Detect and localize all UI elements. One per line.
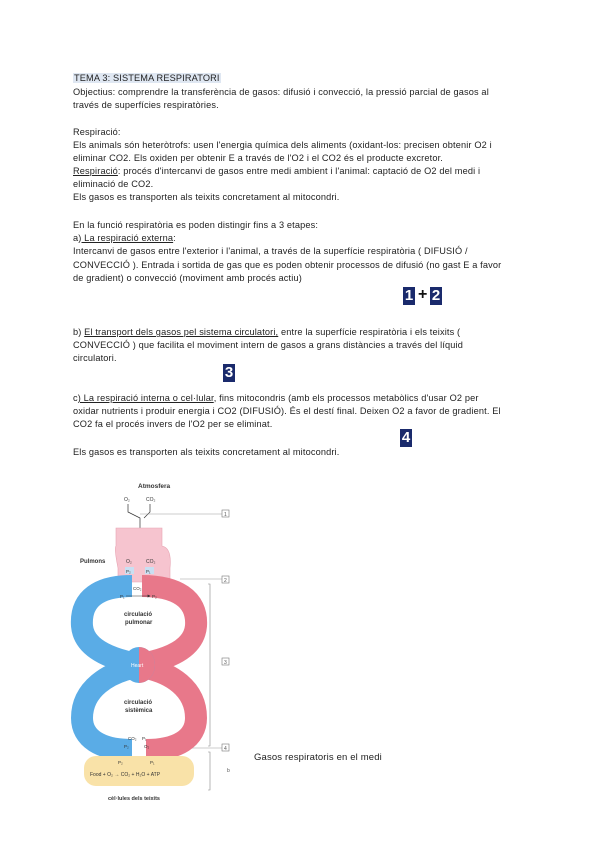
circ-pulmonar-label-2: pulmonar bbox=[125, 620, 153, 626]
bottom-p1-label: P₁ bbox=[142, 736, 147, 741]
etapa-a-line-2: CONVECCIÓ ). Entrada i sortida de gas que es poden obtenir processos de difusió (no gast E a favor bbox=[73, 260, 502, 270]
atmosfera-label: Atmosfera bbox=[138, 483, 171, 490]
etapa-b-line-3: circulatori. bbox=[73, 353, 117, 363]
respiracio-line-1: Els animals són heteròtrofs: usen l'energia química dels aliments (oxidant-los: precisen obtenir O2 i bbox=[73, 140, 492, 150]
page-title: TEMA 3: SISTEMA RESPIRATORI bbox=[74, 73, 220, 83]
respiracio-line-4: eliminació de CO2. bbox=[73, 179, 154, 189]
respiracio-term: Respiració bbox=[73, 166, 118, 176]
etapa-c-line-3: CO2 fa el procés invers de l'O2 per se eliminat. bbox=[73, 419, 273, 429]
bottom-p2-label: P₂ bbox=[124, 744, 129, 749]
lung-p1-label: P₁ bbox=[146, 569, 151, 574]
respiracio-definition: Respiració: procés d'intercanvi de gasos entre medi ambient i l'animal: captació de O2 del medi i bbox=[73, 166, 481, 176]
top-p1-label: P₁ bbox=[120, 594, 125, 599]
atm-co2-label: CO₂ bbox=[146, 497, 156, 503]
etapa-b-heading: b) El transport dels gasos pel sistema circulatori, entre la superfície respiratòria i els teixits ( bbox=[73, 327, 461, 337]
step-label-5: b bbox=[227, 768, 230, 774]
bottom-co2-label: CO₂ bbox=[128, 736, 137, 741]
cells-p2-label: P₂ bbox=[118, 760, 123, 765]
etapa-c-line-2: oxidar nutrients i produir energia i CO2 (DIFUSIÓ). És el destí final. Deixen O2 a favor de gradient. El bbox=[73, 406, 501, 416]
cell-reaction: Food + O₂ → CO₂ + H₂O + ATP bbox=[90, 772, 161, 778]
step-label-4: 4 bbox=[224, 746, 227, 752]
etapa-c-term: ) La respiració interna o cel·lular bbox=[77, 393, 214, 403]
top-p2-label: P₂ bbox=[152, 594, 157, 599]
etapa-b-term: El transport dels gasos pel sistema circulatori, bbox=[84, 327, 279, 337]
badge-3: 3 bbox=[224, 364, 234, 381]
step-label-1: 1 bbox=[224, 512, 227, 518]
respiracio-heading: Respiració: bbox=[73, 127, 121, 137]
respiratory-diagram bbox=[70, 478, 250, 808]
badge-4: 4 bbox=[401, 429, 411, 446]
tissue-cells-box bbox=[84, 756, 194, 786]
pulmons-label: Pulmons bbox=[80, 559, 106, 565]
step-bracket-5 bbox=[208, 752, 210, 790]
etapes-intro: En la funció respiratòria es poden distingir fins a 3 etapes: bbox=[73, 220, 319, 230]
respiracio-line-2: eliminar CO2. Els oxiden per obtenir E a través de l'O2 i el CO2 és el producte excretor. bbox=[73, 153, 444, 163]
lung-co2-label: CO₂ bbox=[146, 559, 156, 565]
closing-line: Els gasos es transporten als teixits concretament al mitocondri. bbox=[73, 447, 340, 457]
circ-sistemica-label-1: circulació bbox=[124, 700, 153, 706]
badge-2: 2 bbox=[431, 287, 441, 304]
atm-o2-label: O₂ bbox=[124, 497, 130, 503]
etapa-a-line-3: de gradient) o convecció (moviment amb procés actiu) bbox=[73, 273, 302, 283]
step-label-3: 3 bbox=[224, 660, 227, 666]
etapa-a-heading: a) La respiració externa: bbox=[73, 233, 176, 243]
objectiu-line-2: través de superfícies respiratòries. bbox=[73, 100, 219, 110]
red-vessel-lower bbox=[146, 668, 196, 750]
cells-p1-label: P₁ bbox=[150, 760, 155, 765]
objectiu-line-1: Objectius: comprendre la transferència de gasos: difusió i convecció, la pressió parcial de gasos al bbox=[73, 87, 489, 97]
etapa-c-heading: c) La respiració interna o cel·lular, fins mitocondris (amb els processos metabòlics d'usar O2 per bbox=[73, 393, 479, 403]
etapa-a-line-1: Intercanvi de gasos entre l'exterior i l'animal, a través de la superfície respiratòria ( DIFUSIÓ / bbox=[73, 246, 468, 256]
step-bracket-3 bbox=[208, 584, 210, 746]
lung-shape bbox=[115, 528, 170, 582]
bottom-o2-label: O₂ bbox=[144, 744, 150, 749]
cells-label: cèl·lules dels teixits bbox=[108, 796, 160, 802]
respiracio-line-5: Els gasos es transporten als teixits concretament al mitocondri. bbox=[73, 192, 340, 202]
circ-pulmonar-label-1: circulació bbox=[124, 612, 153, 618]
lung-o2-label: O₂ bbox=[126, 559, 132, 565]
lung-p2-label: P₂ bbox=[126, 569, 131, 574]
step-label-2: 2 bbox=[224, 578, 227, 584]
badge-plus: + bbox=[418, 286, 428, 303]
diagram-caption: Gasos respiratoris en el medi bbox=[254, 752, 382, 763]
circ-sistemica-label-2: sistèmica bbox=[125, 708, 153, 714]
etapa-a-term: La respiració externa bbox=[81, 233, 174, 243]
heart-label: Heart bbox=[131, 663, 144, 669]
top-co2-label: CO₂ bbox=[133, 586, 142, 591]
badge-1: 1 bbox=[404, 287, 414, 304]
etapa-b-line-2: CONVECCIÓ ) que facilita el moviment intern de gasos a grans distàncies a través del líquid bbox=[73, 340, 464, 350]
